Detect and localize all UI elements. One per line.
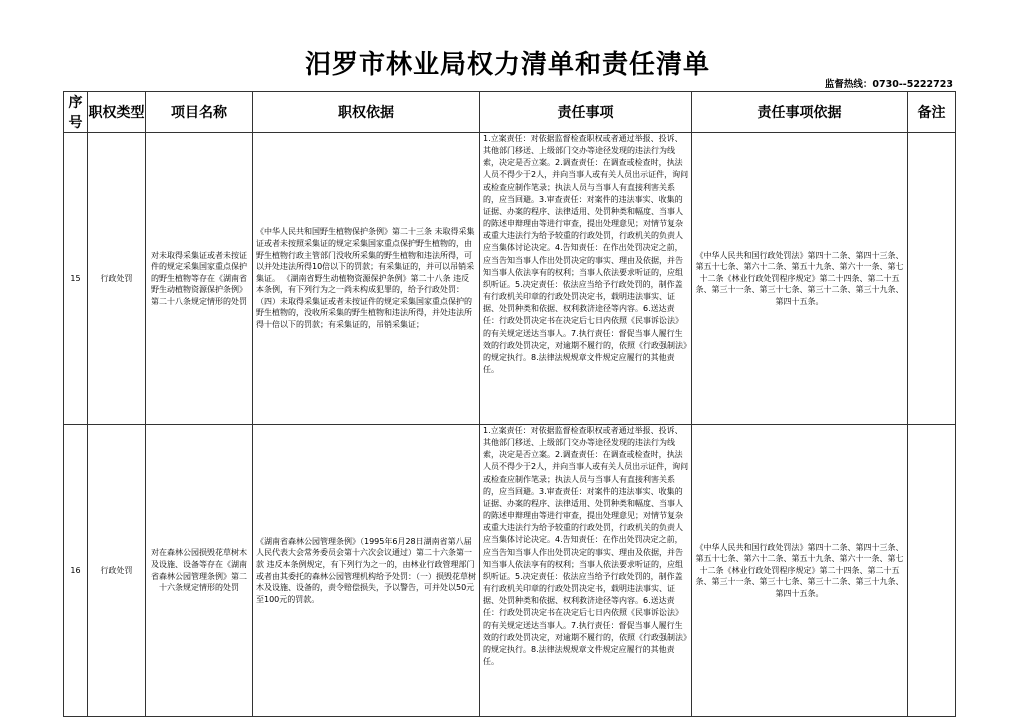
header-no: 序号	[64, 92, 88, 133]
cell-basis-text: 《中华人民共和国野生植物保护条例》第二十三条 未取得采集证或者未按照采集证的规定采集国家重点保护野生植物的，由野生植物行政主管部门没收所采集的野生植物和违法所得，可以并处违法所得10倍以下的罚款；有采集证的，并可以吊销采集证。 《湖南省野生动植物资源保护条例》第二十八条 违反本条例，有下列行为之一尚未构成犯罪的，给予行政处罚：（四）未取得采集证或者未按证件的规定采集国家重点保护的野生植物的，没收所采集的野生植物和违法所得，并处违法所得十倍以下的罚款；有采集证的，吊销采集证；	[256, 227, 475, 330]
cell-duty-basis	[692, 133, 908, 425]
header-name: 项目名称	[146, 92, 253, 133]
cell-no: 16	[64, 425, 88, 717]
cell-name-text: 对在森林公园损毁花草树木及设施、设备等存在《湖南省森林公园管理条例》第二十六条规定情形的处罚	[151, 548, 247, 593]
header-duty: 责任事项	[480, 92, 692, 133]
cell-basis-text: 《湖南省森林公园管理条例》（1995年6月28日湖南省第八届人民代表大会常务委员会第十六次会议通过）第二十六条第一款 违反本条例规定，有下列行为之一的，由林业行政管理部门或者由其委托的森林公园管理机构给予处罚：（一）损毁花草树木及设施、设备的，责令赔偿损失，予以警告，可并处以50元至100元的罚款。	[256, 536, 476, 604]
header-remark: 备注	[908, 92, 956, 133]
cell-duty-text: 1.立案责任：对依据监督检查职权或者通过举报、投诉、其他部门移送、上级部门交办等途径发现的违法行为线索，决定是否立案。2.调查责任：在调查或检查时，执法人员不得少于2人，并向当事人或有关人员出示证件，询问或检查应制作笔录；执法人员与当事人有直接利害关系的，应当回避。3.审查责任：对案件的违法事实、收集的证据、办案的程序、法律适用、处罚种类和幅度、当事人的陈述申辩理由等进行审查，提出处理意见；对情节复杂或重大违法行为给予较重的行政处罚，行政机关的负责人应当集体讨论决定。4.告知责任：在作出处罚决定之前，应当告知当事人作出处罚决定的事实、理由及依据，并告知当事人依法享有的权利；当事人依法要求听证的，应组织听证。5.决定责任：依法应当给予行政处罚的，制作盖有行政机关印章的行政处罚决定书，载明违法事实、证据、处罚种类和依据、权利救济途径等内容。6.送达责任：行政处罚决定书在决定后七日内依照《民事诉讼法》的有关规定送达当事人。7.执行责任：督促当事人履行生效的行政处罚决定，对逾期不履行的，依照《行政强制法》的规定执行。8.法律法规规章文件规定应履行的其他责任。	[483, 134, 689, 374]
table-row	[64, 425, 956, 717]
cell-duty-basis-text: 《中华人民共和国行政处罚法》第四十二条、第四十三条、第五十七条、第六十二条、第五十九条、第六十一条、第七十二条《林业行政处罚程序规定》第二十四条、第二十五条、第三十一条、第三十七条、第三十二条、第三十九条、第四十五条。	[695, 542, 904, 598]
cell-name-text: 对未取得采集证或者未按证件的规定采集国家重点保护的野生植物等存在《湖南省野生动植物资源保护条例》第二十八条规定情形的处罚	[151, 250, 247, 306]
header-duty-basis: 责任事项依据	[692, 92, 908, 133]
header-type: 职权类型	[88, 92, 146, 133]
cell-no: 15	[64, 133, 88, 425]
table-header-row	[64, 92, 956, 133]
cell-type: 行政处罚	[88, 425, 146, 717]
page-title: 汨罗市林业局权力清单和责任清单	[304, 50, 710, 80]
cell-remark	[908, 425, 956, 717]
cell-duty-basis-text: 《中华人民共和国行政处罚法》第四十二条、第四十三条、第五十七条、第六十二条、第五十九条、第六十一条、第七十二条《林业行政处罚程序规定》第二十四条、第二十五条、第三十一条、第三十七条、第三十二条、第三十九条、第四十五条。	[695, 250, 904, 306]
cell-duty-basis	[692, 425, 908, 717]
cell-duty	[480, 425, 692, 717]
hotline-text: 监督热线：0730--5222723	[824, 79, 953, 90]
cell-remark	[908, 133, 956, 425]
cell-basis	[253, 425, 480, 717]
cell-basis	[253, 133, 480, 425]
header-basis: 职权依据	[253, 92, 480, 133]
responsibility-table	[63, 91, 956, 717]
cell-duty-text: 1.立案责任：对依据监督检查职权或者通过举报、投诉、其他部门移送、上级部门交办等途径发现的违法行为线索，决定是否立案。2.调查责任：在调查或检查时，执法人员不得少于2人，并向当事人或有关人员出示证件，询问或检查应制作笔录；执法人员与当事人有直接利害关系的，应当回避。3.审查责任：对案件的违法事实、收集的证据、办案的程序、法律适用、处罚种类和幅度、当事人的陈述申辩理由等进行审查，提出处理意见；对情节复杂或重大违法行为给予较重的行政处罚，行政机关的负责人应当集体讨论决定。4.告知责任：在作出处罚决定之前，应当告知当事人作出处罚决定的事实、理由及依据，并告知当事人依法享有的权利；当事人依法要求听证的，应组织听证。5.决定责任：依法应当给予行政处罚的，制作盖有行政机关印章的行政处罚决定书，载明违法事实、证据、处罚种类和依据、权利救济途径等内容。6.送达责任：行政处罚决定书在决定后七日内依照《民事诉讼法》的有关规定送达当事人。7.执行责任：督促当事人履行生效的行政处罚决定，对逾期不履行的，依照《行政强制法》的规定执行。8.法律法规规章文件规定应履行的其他责任。	[483, 426, 689, 666]
cell-duty	[480, 133, 692, 425]
table-row	[64, 133, 956, 425]
cell-name	[146, 133, 253, 425]
cell-type: 行政处罚	[88, 133, 146, 425]
cell-name	[146, 425, 253, 717]
